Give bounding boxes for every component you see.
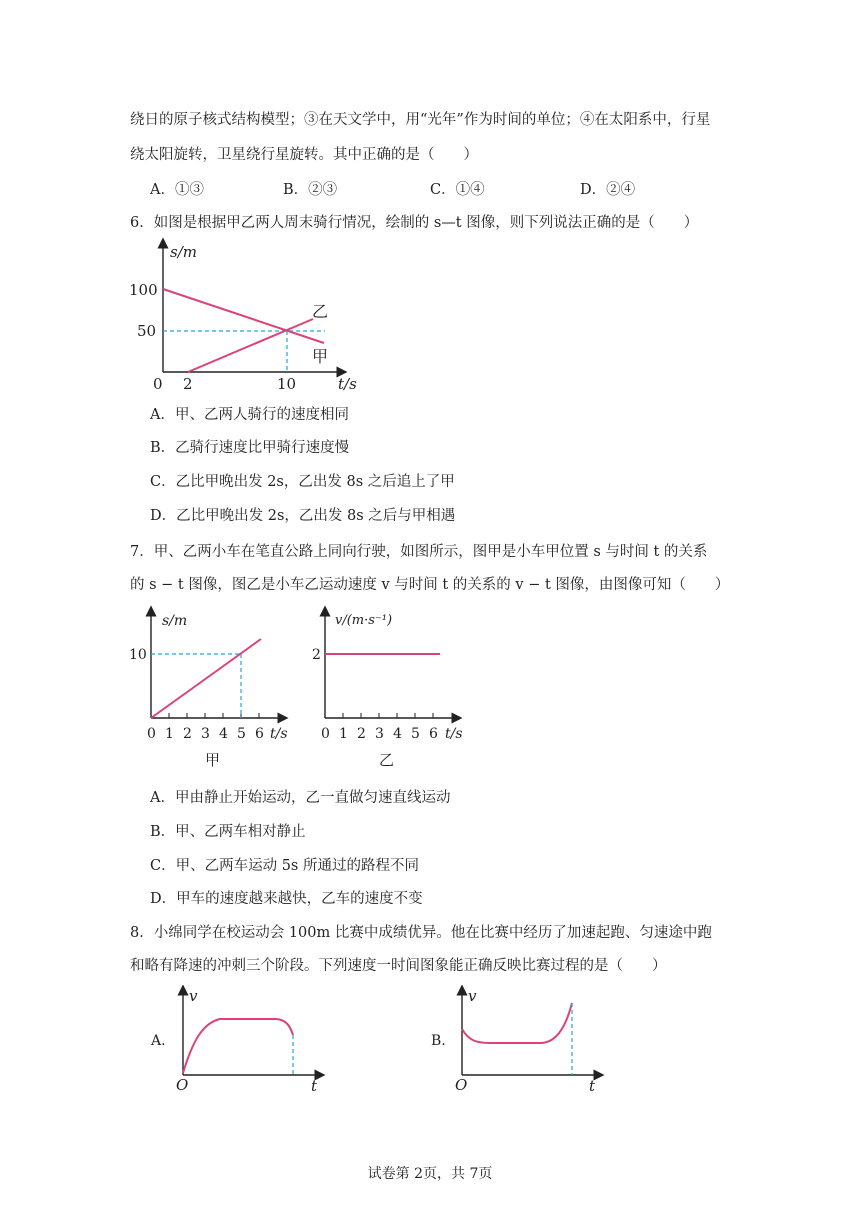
q6-stem: 6．如图是根据甲乙两人周末骑行情况，绘制的 s—t 图像，则下列说法正确的是（ ） (130, 215, 699, 231)
q7a-caption: 甲 (205, 751, 221, 769)
q7b-xtick-1: 1 (339, 726, 348, 742)
q8b-option-label: B. (431, 1033, 446, 1049)
q8-line-1: 8．小绵同学在校运动会 100m 比赛中成绩优异。他在比赛中经历了加速起跑、匀速途中跑 (130, 925, 712, 941)
q7b-xtick-3: 3 (375, 726, 384, 742)
q7a-xtick-3: 3 (201, 726, 210, 742)
q5-option-b: B．②③ (283, 182, 338, 198)
q7b-y-label: v/(m·s⁻¹) (335, 613, 393, 628)
q6-label-yi: 乙 (312, 302, 329, 321)
q7a-ytick-10: 10 (129, 647, 147, 663)
q7b-tick-marks (343, 713, 433, 718)
q6-ytick-50: 50 (137, 322, 157, 340)
q7a-y-label: s/m (162, 613, 188, 629)
q8b-origin: O (455, 1076, 468, 1094)
q7a-xtick-2: 2 (183, 726, 192, 742)
q6-xtick-10: 10 (277, 375, 297, 393)
q7b-ytick-2: 2 (312, 647, 321, 663)
q8a-origin: O (176, 1076, 189, 1094)
q6-x-label: t/s (338, 375, 357, 393)
q6-option-c: C．乙比甲晚出发 2s，乙出发 8s 之后追上了甲 (150, 474, 455, 490)
q5-option-c: C．①④ (430, 182, 485, 198)
q7a-xtick-0: 0 (147, 726, 156, 742)
q6-label-jia: 甲 (312, 347, 329, 366)
q5-line-2: 绕太阳旋转，卫星绕行星旋转。其中正确的是（ ） (130, 147, 478, 163)
q8a-x-label: t (311, 1077, 318, 1095)
q7a-tick-marks (169, 713, 259, 718)
q6-st-graph (120, 235, 370, 395)
q7b-xtick-0: 0 (321, 726, 330, 742)
q7-graph-yi (295, 605, 480, 770)
q8-graph-a (145, 985, 335, 1095)
q8a-y-label: v (189, 987, 198, 1005)
q6-line-yi (188, 319, 313, 372)
q6-xtick-0: 0 (153, 375, 163, 393)
page-footer: 试卷第 2页，共 7页 (367, 1166, 493, 1182)
q6-y-label: s/m (170, 243, 197, 261)
q6-line-jia (163, 289, 324, 343)
q7-line-1: 7．甲、乙两小车在笔直公路上同向行驶，如图所示，图甲是小车甲位置 s 与时间 t 的关系 (130, 544, 708, 560)
q7-option-c: C．甲、乙两车运动 5s 所通过的路程不同 (150, 858, 419, 874)
q7a-xtick-4: 4 (219, 726, 228, 742)
q7b-xtick-4: 4 (393, 726, 402, 742)
q5-option-a: A．①③ (150, 182, 204, 198)
q5-option-d: D．②④ (580, 182, 636, 198)
q6-ytick-100: 100 (129, 281, 158, 299)
q5-line-1: 绕日的原子核式结构模型；③在天文学中，用“光年”作为时间的单位；④在太阳系中，行星 (130, 112, 711, 128)
q7b-caption: 乙 (379, 751, 395, 769)
q7-option-a: A．甲由静止开始运动，乙一直做匀速直线运动 (150, 790, 451, 806)
q6-option-a: A．甲、乙两人骑行的速度相同 (150, 407, 349, 423)
q7b-x-label: t/s (445, 726, 463, 742)
q7b-xtick-2: 2 (357, 726, 366, 742)
q8-graph-b (425, 985, 615, 1095)
q6-xtick-2: 2 (183, 375, 193, 393)
q7a-xtick-1: 1 (165, 726, 174, 742)
q7b-xtick-5: 5 (411, 726, 420, 742)
q7a-xtick-5: 5 (237, 726, 246, 742)
q8b-x-label: t (589, 1077, 596, 1095)
q7a-x-label: t/s (270, 726, 288, 742)
q7-graph-jia (120, 605, 300, 770)
q6-option-d: D．乙比甲晚出发 2s，乙出发 8s 之后与甲相遇 (150, 508, 456, 524)
q7a-line (151, 639, 261, 718)
q7b-xtick-6: 6 (429, 726, 438, 742)
q8a-option-label: A. (151, 1033, 166, 1049)
q7-line-2: 的 s − t 图像，图乙是小车乙运动速度 v 与时间 t 的关系的 v − t 图像，由图像可知（ ） (130, 577, 730, 593)
q7-option-b: B．甲、乙两车相对静止 (150, 824, 306, 840)
q6-option-b: B．乙骑行速度比甲骑行速度慢 (150, 440, 350, 456)
q7a-xtick-6: 6 (255, 726, 264, 742)
q8b-curve (462, 1003, 572, 1043)
q8b-y-label: v (468, 987, 477, 1005)
q7-option-d: D．甲车的速度越来越快，乙车的速度不变 (150, 891, 423, 907)
q8a-curve (183, 1019, 293, 1073)
q8-line-2: 和略有降速的冲刺三个阶段。下列速度一时间图象能正确反映比赛过程的是（ ） (130, 958, 667, 974)
